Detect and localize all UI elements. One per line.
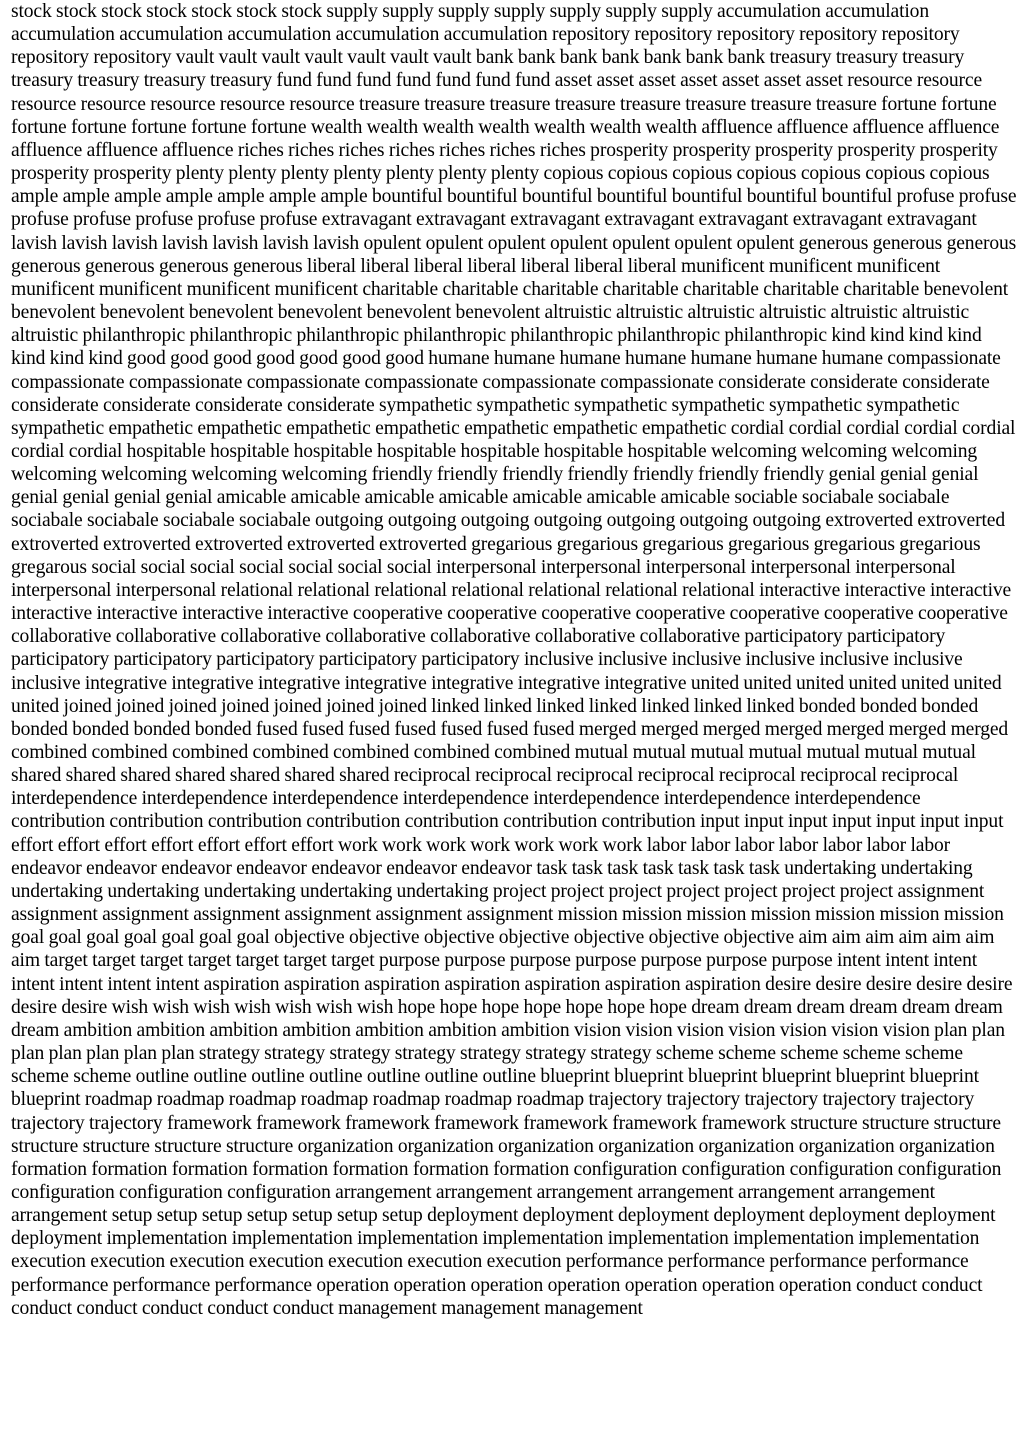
body-text: stock stock stock stock stock stock stock supply supply supply supply supply supply supply accumulation accumulation accumulation accumulation accumulation accumulation accumulation repository repository repository repository repository repository repository vault vault vault vault vault vault vault bank bank bank bank bank bank bank treasury treasury treasury treasury treasury treasury treasury fund fund fund fund fund fund fund asset asset asset asset asset asset asset resource resource resource resource resource resource resource treasure treasure treasure treasure treasure treasure treasure treasure fortune fortune fortune fortune fortune fortune fortune wealth wealth wealth wealth wealth wealth wealth affluence affluence affluence affluence affluence affluence affluence riches riches riches riches riches riches riches prosperity prosperity prosperity prosperity prosperity prosperity prosperity plenty plenty plenty plenty plenty plenty plenty copious copious copious copious copious copious copious ample ample ample ample ample ample ample bountiful bountiful bountiful bountiful bountiful bountiful bountiful profuse profuse profuse profuse profuse profuse profuse extravagant extravagant extravagant extravagant extravagant extravagant extravagant lavish lavish lavish lavish lavish lavish lavish opulent opulent opulent opulent opulent opulent opulent generous generous generous generous generous generous generous liberal liberal liberal liberal liberal liberal liberal munificent munificent munificent munificent munificent munificent munificent charitable charitable charitable charitable charitable charitable charitable benevolent benevolent benevolent benevolent benevolent benevolent benevolent altruistic altruistic altruistic altruistic altruistic altruistic altruistic philanthropic philanthropic philanthropic philanthropic philanthropic philanthropic philanthropic kind kind kind kind kind kind kind good good good good good good good humane humane humane humane humane humane humane compassionate compassionate compassionate compassionate compassionate compassionate compassionate considerate considerate considerate considerate considerate considerate considerate sympathetic sympathetic sympathetic sympathetic sympathetic sympathetic sympathetic empathetic empathetic empathetic empathetic empathetic empathetic empathetic cordial cordial cordial cordial cordial cordial cordial hospitable hospitable hospitable hospitable hospitable hospitable hospitable welcoming welcoming welcoming welcoming welcoming welcoming welcoming friendly friendly friendly friendly friendly friendly friendly genial genial genial genial genial genial genial amicable amicable amicable amicable amicable amicable amicable sociable sociabale sociabale sociabale sociabale sociabale sociabale outgoing outgoing outgoing outgoing outgoing outgoing outgoing extroverted extroverted extroverted extroverted extroverted extroverted extroverted gregarious gregarious gregarious gregarious gregarious gregarious gregarous social social social social social social social interpersonal interpersonal interpersonal interpersonal interpersonal interpersonal interpersonal relational relational relational relational relational relational relational interactive interactive interactive interactive interactive interactive interactive cooperative cooperative cooperative cooperative cooperative cooperative cooperative collaborative collaborative collaborative collaborative collaborative collaborative collaborative participatory participatory participatory participatory participatory participatory participatory inclusive inclusive inclusive inclusive inclusive inclusive inclusive integrative integrative integrative integrative integrative integrative integrative united united united united united united united joined joined joined joined joined joined joined linked linked linked linked linked linked linked bonded bonded bonded bonded bonded bonded bonded fused fused fused fused fused fused fused merged merged merged merged merged merged merged combined combined combined combined combined combined combined mutual mutual mutual mutual mutual mutual mutual shared shared shared shared shared shared shared reciprocal reciprocal reciprocal reciprocal reciprocal reciprocal reciprocal interdependence interdependence interdependence interdependence interdependence interdependence interdependence contribution contribution contribution contribution contribution contribution contribution input input input input input input input effort effort effort effort effort effort effort work work work work work work work labor labor labor labor labor labor labor endeavor endeavor endeavor endeavor endeavor endeavor endeavor task task task task task task task undertaking undertaking undertaking undertaking undertaking undertaking undertaking project project project project project project project assignment assignment assignment assignment assignment assignment assignment mission mission mission mission mission mission mission goal goal goal goal goal goal goal objective objective objective objective objective objective objective aim aim aim aim aim aim aim target target target target target target target purpose purpose purpose purpose purpose purpose purpose intent intent intent intent intent intent intent aspiration aspiration aspiration aspiration aspiration aspiration aspiration desire desire desire desire desire desire desire wish wish wish wish wish wish wish hope hope hope hope hope hope hope dream dream dream dream dream dream dream ambition ambition ambition ambition ambition ambition ambition vision vision vision vision vision vision vision plan plan plan plan plan plan plan strategy strategy strategy strategy strategy strategy strategy scheme scheme scheme scheme scheme scheme scheme outline outline outline outline outline outline outline blueprint blueprint blueprint blueprint blueprint blueprint blueprint roadmap roadmap roadmap roadmap roadmap roadmap roadmap trajectory trajectory trajectory trajectory trajectory trajectory trajectory framework framework framework framework framework framework framework structure structure structure structure structure structure structure organization organization organization organization organization organization organization formation formation formation formation formation formation formation configuration configuration configuration configuration configuration configuration configuration arrangement arrangement arrangement arrangement arrangement arrangement arrangement setup setup setup setup setup setup setup deployment deployment deployment deployment deployment deployment deployment implementation implementation implementation implementation implementation implementation implementation execution execution execution execution execution execution execution performance performance performance performance performance performance performance operation operation operation operation operation operation operation conduct conduct conduct conduct conduct conduct conduct management management management xyxy=(11,1,1017,1319)
